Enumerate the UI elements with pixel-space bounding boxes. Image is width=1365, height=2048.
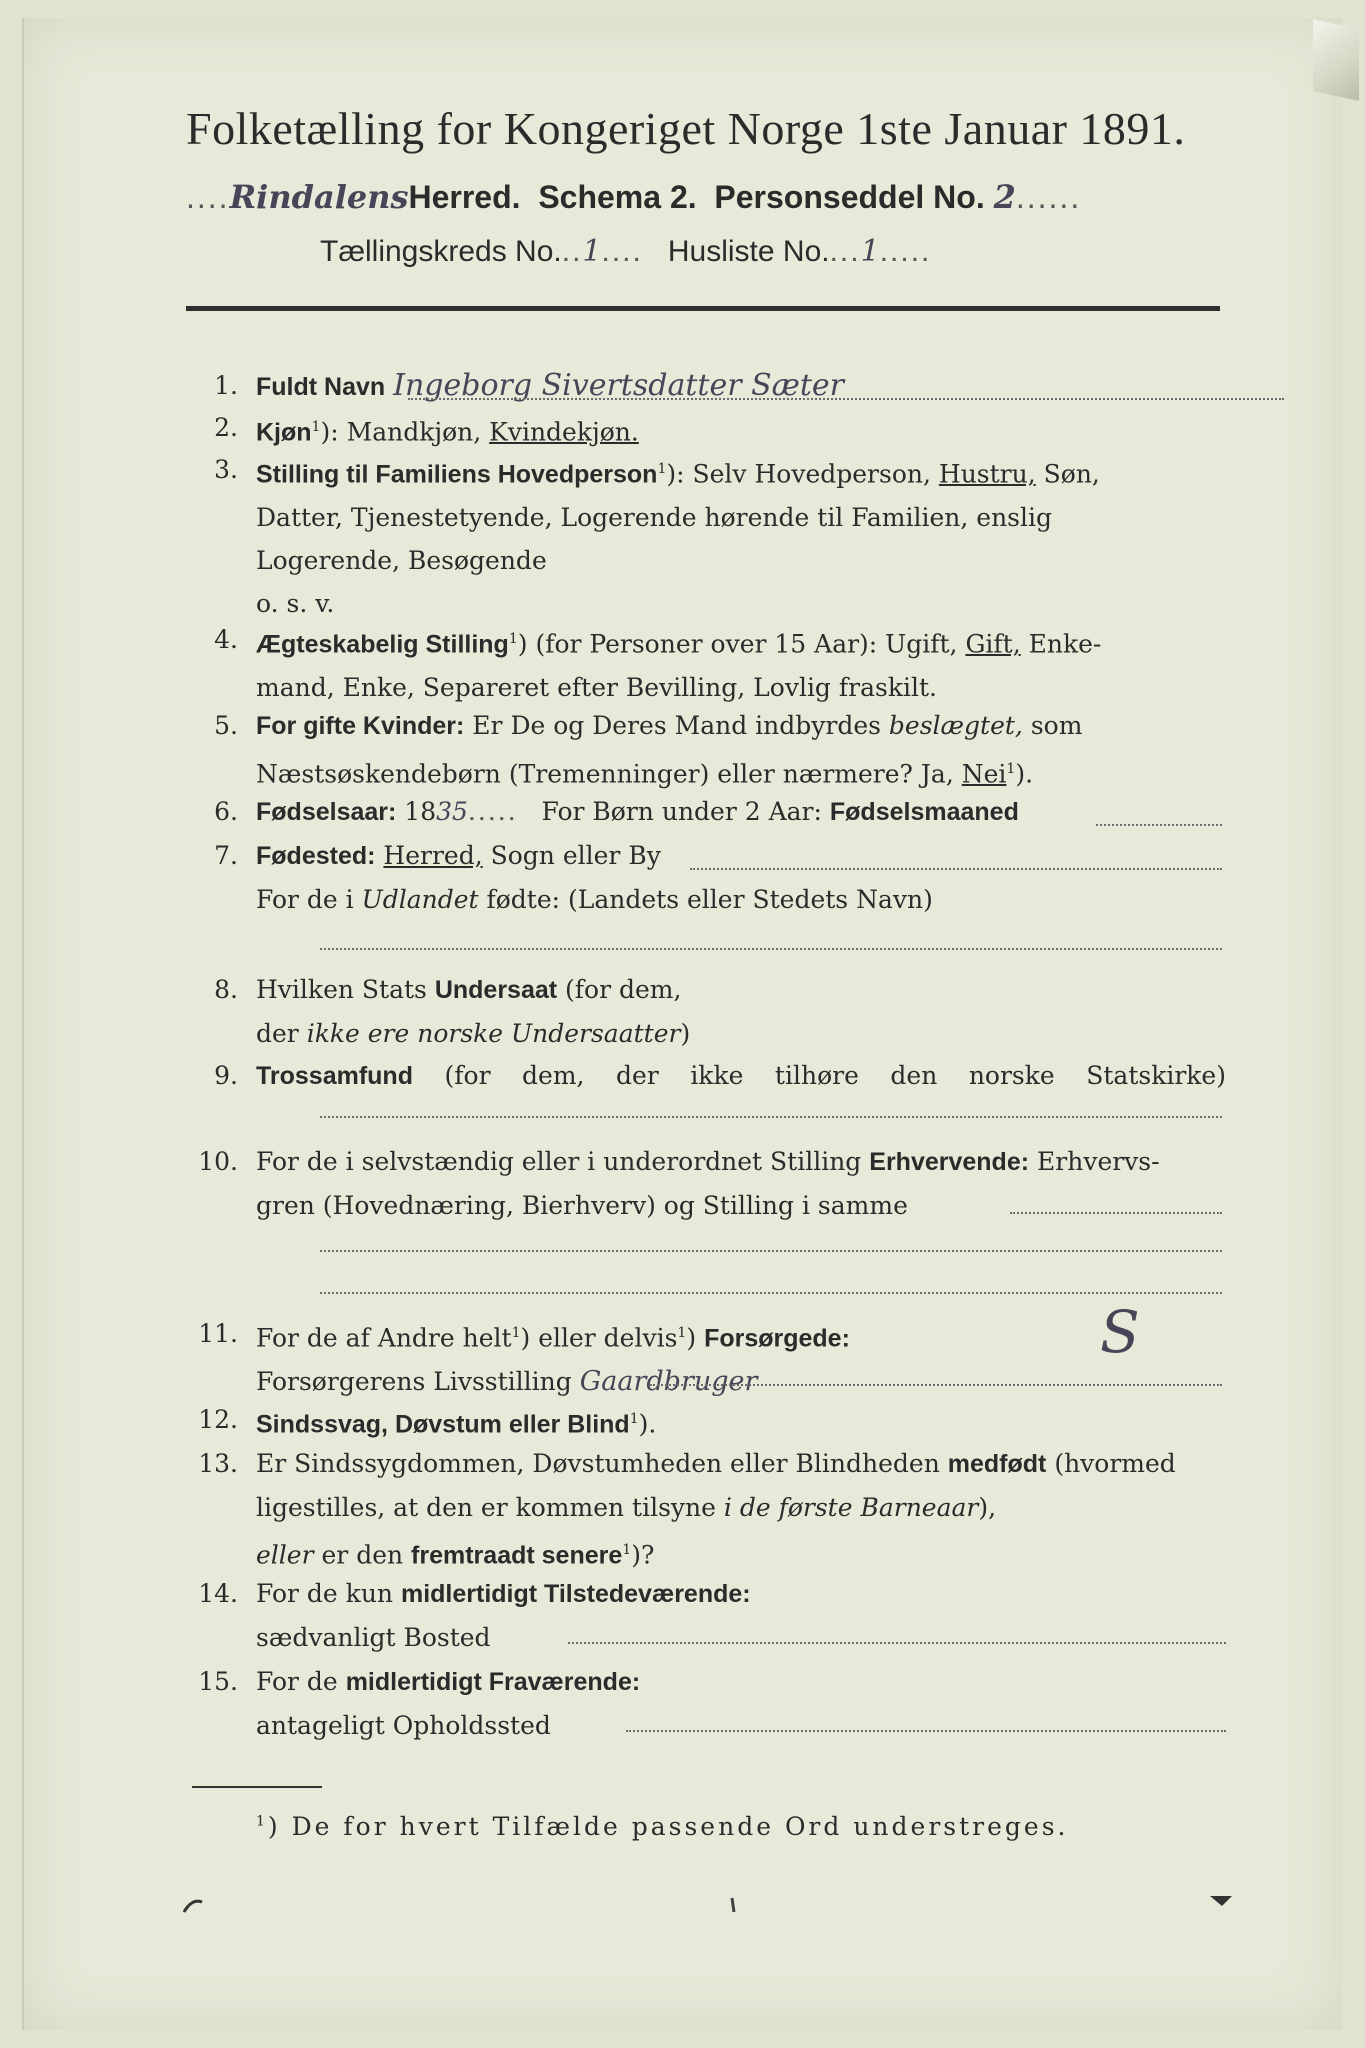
taellingskreds-number: 1	[582, 234, 602, 269]
footnote: $^1$) De for hvert Tilfælde passende Ord understreges.	[256, 1812, 1069, 1841]
birth-year-value: 35	[436, 797, 468, 826]
birth-month-dotline	[1096, 824, 1222, 826]
personseddel-number: 2	[993, 178, 1016, 216]
full-name-value: Ingeborg Sivertsdatter Sæter	[393, 368, 844, 403]
occupation-dotline-1	[1010, 1212, 1222, 1214]
kreds-line: Tællingskreds No...1.... Husliste No....1.....	[320, 234, 932, 269]
header-divider	[186, 306, 1220, 311]
page-corner-fold	[1313, 19, 1359, 101]
ink-speck-right	[1206, 1890, 1236, 1912]
supporter-dotline	[650, 1384, 1222, 1386]
probable-residence-dotline	[626, 1730, 1226, 1732]
personseddel-label: Personseddel No.	[714, 179, 985, 215]
occupation-dotline-2	[320, 1250, 1222, 1252]
husliste-number: 1	[860, 234, 880, 269]
footnote-divider	[192, 1786, 322, 1788]
schema-label: Schema 2.	[538, 179, 697, 215]
schema-line: ....RindalensHerred. Schema 2. Personseddel No. 2......	[186, 178, 1082, 216]
foreign-birthplace-dotline	[320, 948, 1222, 950]
herred-handwritten: Rindalens	[229, 178, 409, 216]
name-dotline	[408, 398, 1284, 400]
form-title: Folketælling for Kongeriget Norge 1ste Januar 1891.	[186, 103, 1186, 154]
usual-residence-dotline	[568, 1642, 1226, 1644]
ink-speck-center	[726, 1896, 740, 1916]
ink-speck-left	[180, 1894, 210, 1918]
supporter-occupation-value: Gaardbruger	[579, 1366, 758, 1398]
religion-dotline	[320, 1116, 1222, 1118]
birthplace-dotline	[690, 868, 1222, 870]
occupation-dotline-3	[320, 1292, 1222, 1294]
handwritten-mark-s: S	[1100, 1298, 1140, 1366]
